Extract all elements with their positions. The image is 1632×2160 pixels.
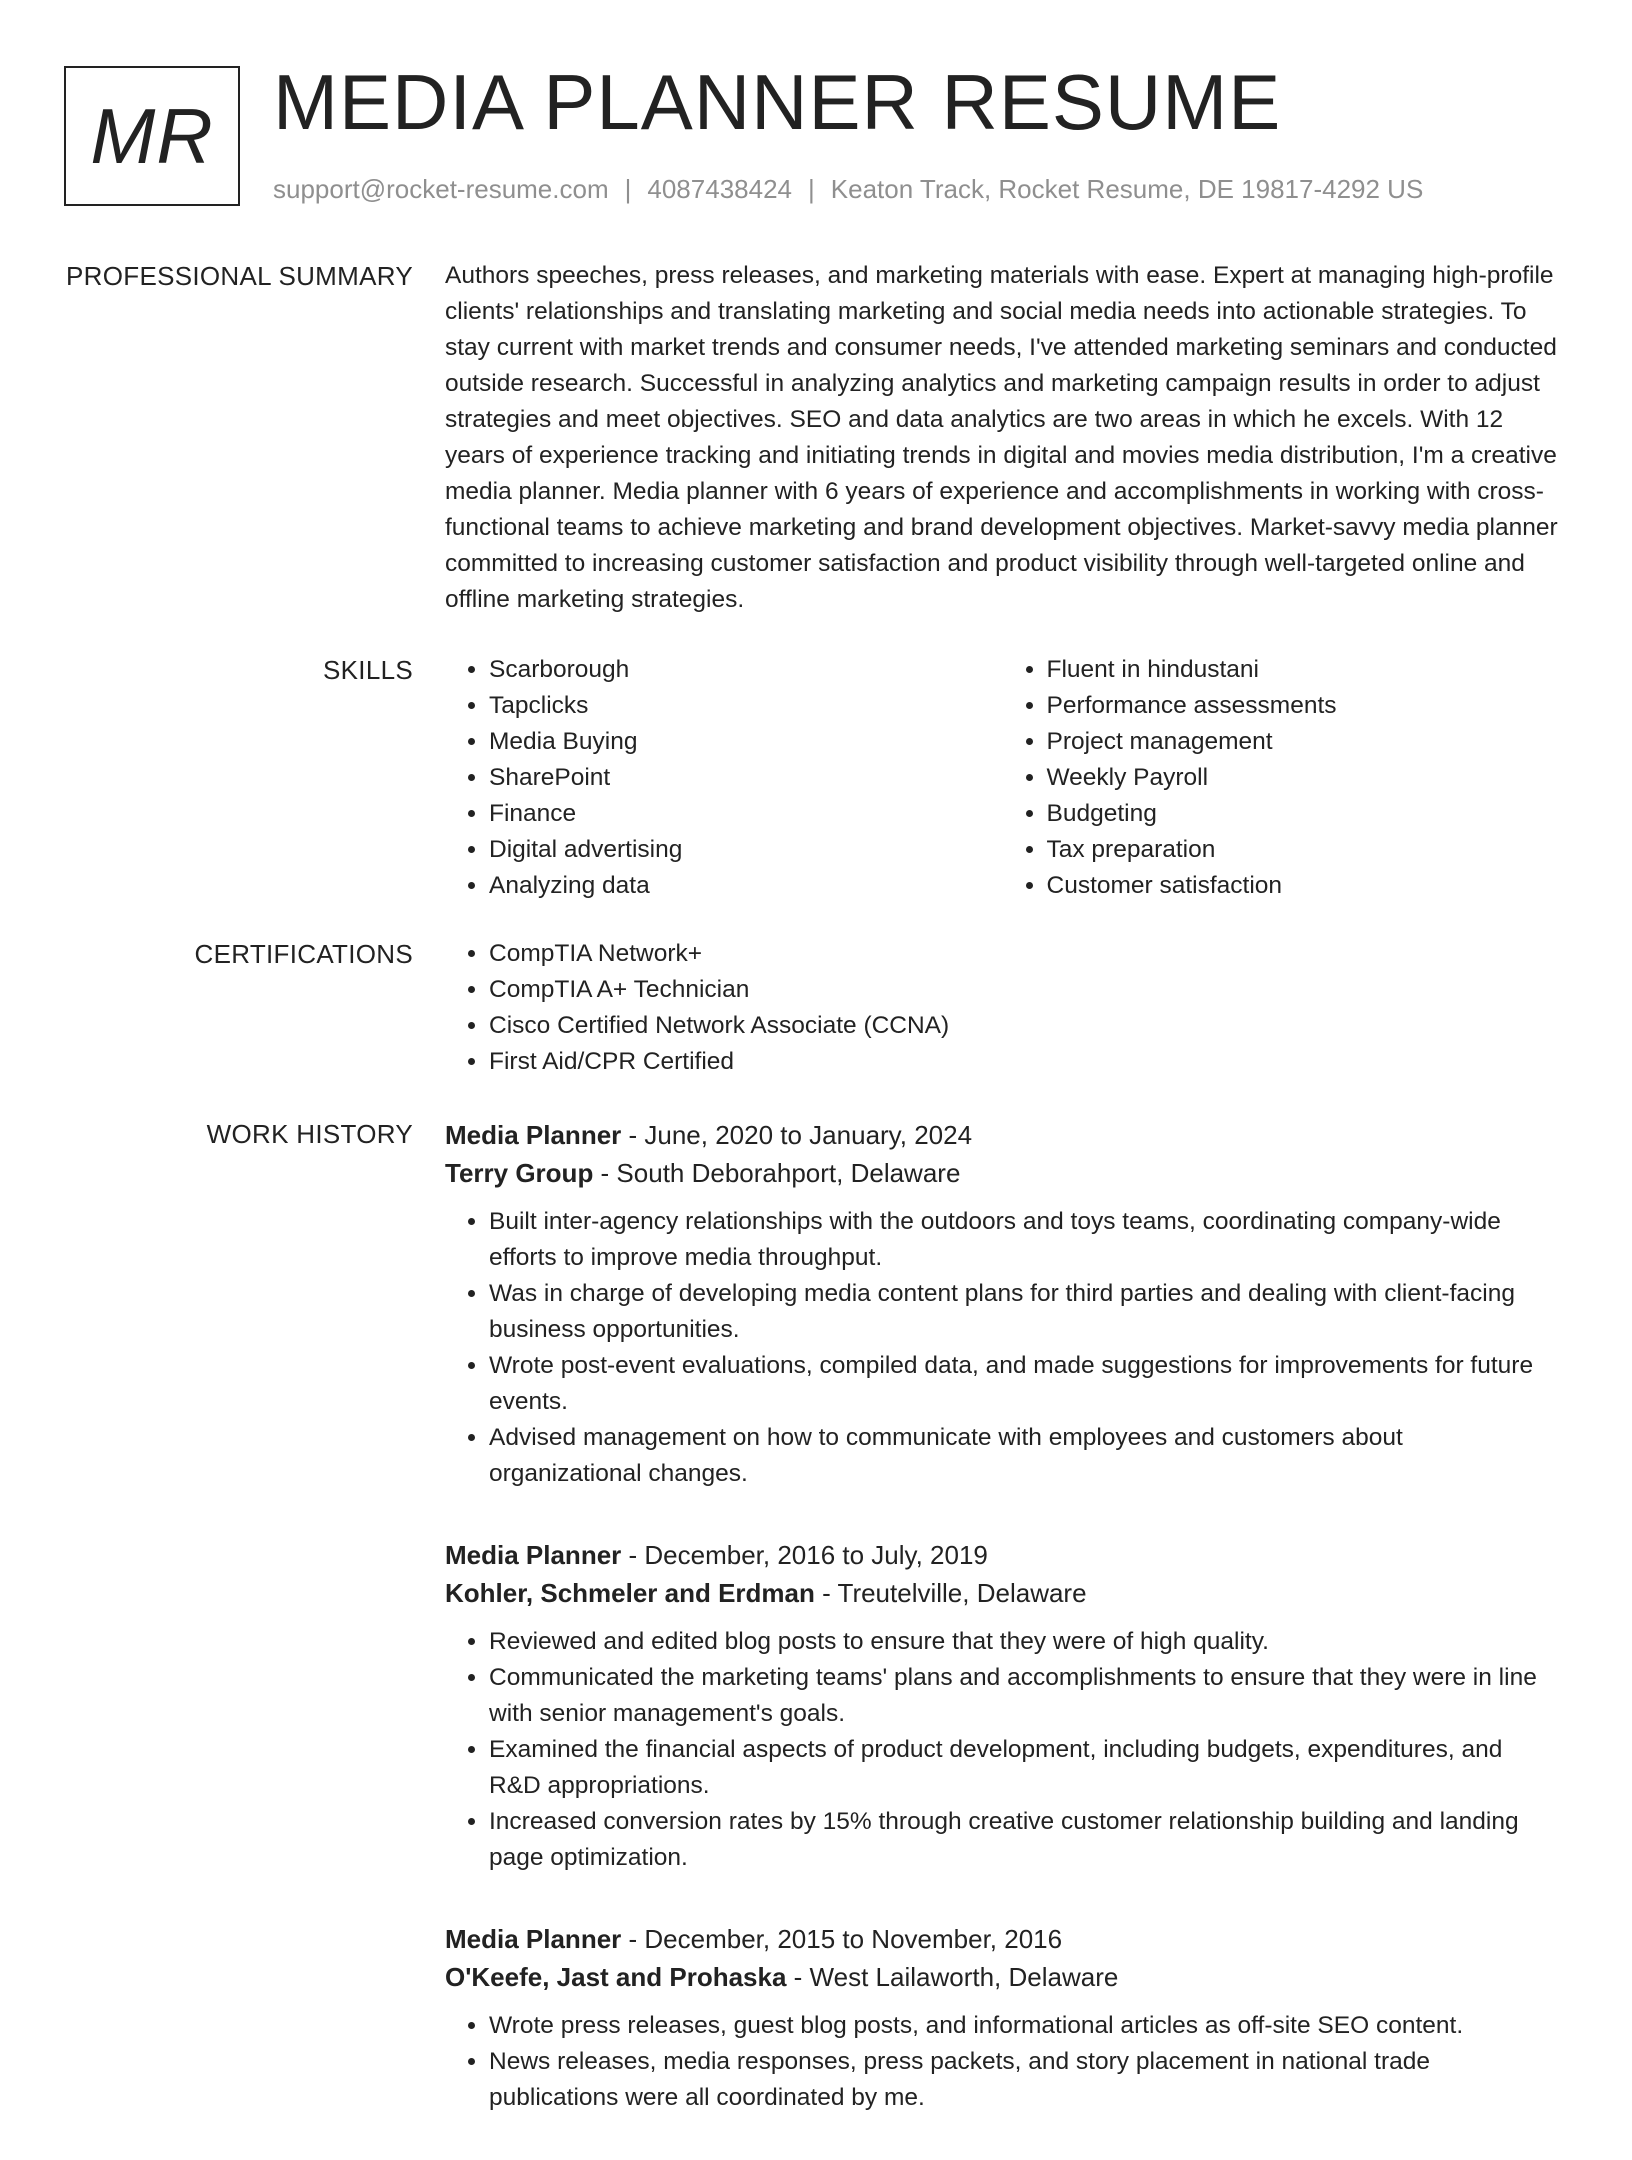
- job-location: - Treutelville, Delaware: [814, 1578, 1087, 1608]
- certification-item: • Cisco Certified Network Associate (CCNA): [489, 1008, 1560, 1044]
- email[interactable]: support@rocket-resume.com: [273, 174, 609, 204]
- contact-separator: |: [808, 174, 815, 204]
- section-label-certifications: CERTIFICATIONS: [194, 939, 413, 969]
- skill-item: • Scarborough: [489, 652, 1003, 688]
- job-title: Media Planner: [445, 1924, 622, 1954]
- skill-item: • Tax preparation: [1047, 832, 1561, 868]
- skill-item: • Finance: [489, 796, 1003, 832]
- job-company-line: [445, 1958, 1560, 1996]
- summary-content: [445, 258, 1560, 618]
- skill-item: • Tapclicks: [489, 688, 1003, 724]
- skill-item: • Performance assessments: [1047, 688, 1561, 724]
- skill-item: • Customer satisfaction: [1047, 868, 1561, 904]
- job-company: Terry Group: [445, 1158, 594, 1188]
- work-history-content: [445, 1116, 1560, 2160]
- phone[interactable]: 4087438424: [647, 174, 792, 204]
- job-entry: [445, 1920, 1560, 2116]
- job-dates: - December, 2016 to July, 2019: [621, 1540, 988, 1570]
- job-bullet: • News releases, media responses, press packets, and story placement in national trade publications were all coordinated by me.: [489, 2044, 1560, 2116]
- skill-item: • Media Buying: [489, 724, 1003, 760]
- job-dates: - June, 2020 to January, 2024: [621, 1120, 973, 1150]
- job-entry: [445, 1116, 1560, 1492]
- job-bullet: • Advised management on how to communicate with employees and customers about organizational changes.: [489, 1420, 1560, 1492]
- job-bullet: • Built inter-agency relationships with the outdoors and toys teams, coordinating company-wide efforts to improve media throughput.: [489, 1204, 1560, 1276]
- skill-item: • Project management: [1047, 724, 1561, 760]
- skill-item: • Budgeting: [1047, 796, 1561, 832]
- skill-item: • Digital advertising: [489, 832, 1003, 868]
- job-title: Media Planner: [445, 1540, 622, 1570]
- certifications-content: [445, 936, 1560, 1080]
- summary-text: Authors speeches, press releases, and marketing materials with ease. Expert at managing high-profile clients' relationships and translating marketing and social media needs into actionable strategies. To stay current with market trends and consumer needs, I've attended marketing seminars and conducted outside research. Successful in analyzing analytics and marketing campaign results in order to adjust strategies and meet objectives. SEO and data analytics are two areas in which he excels. With 12 years of experience tracking and initiating trends in digital and movies media distribution, I'm a creative media planner. Media planner with 6 years of experience and accomplishments in working with cross-functional teams to achieve marketing and brand development objectives. Market-savvy media planner committed to increasing customer satisfaction and product visibility through well-targeted online and offline marketing strategies.: [445, 262, 1558, 613]
- contact-separator: |: [624, 174, 632, 204]
- section-label-work-history: WORK HISTORY: [206, 1119, 413, 1149]
- job-bullets: [445, 2008, 1560, 2116]
- contact-line: [273, 172, 1423, 206]
- job-bullet: • Was in charge of developing media content plans for third parties and dealing with client-facing business opportunities.: [489, 1276, 1560, 1348]
- monogram-logo: MR: [64, 66, 240, 206]
- job-title-line: [445, 1920, 1560, 1958]
- job-company-line: [445, 1154, 1560, 1192]
- job-entry: [445, 1536, 1560, 1876]
- job-bullets: [445, 1624, 1560, 1876]
- resume-title: MEDIA PLANNER RESUME: [273, 58, 1282, 146]
- job-location: - West Lailaworth, Delaware: [786, 1962, 1119, 1992]
- skill-item: • SharePoint: [489, 760, 1003, 796]
- section-label-summary: PROFESSIONAL SUMMARY: [66, 261, 413, 291]
- section-label-skills: SKILLS: [323, 655, 413, 685]
- address: Keaton Track, Rocket Resume, DE 19817-4292 US: [830, 174, 1424, 204]
- job-title-line: [445, 1116, 1560, 1154]
- job-bullets: [445, 1204, 1560, 1492]
- job-bullet: • Wrote post-event evaluations, compiled data, and made suggestions for improvements for future events.: [489, 1348, 1560, 1420]
- skill-item: • Analyzing data: [489, 868, 1003, 904]
- job-bullet: • Wrote press releases, guest blog posts, and informational articles as off-site SEO content.: [489, 2008, 1560, 2044]
- skills-list-left: [445, 652, 1003, 904]
- job-location: - South Deborahport, Delaware: [593, 1158, 961, 1188]
- job-bullet: • Examined the financial aspects of product development, including budgets, expenditures, and R&D appropriations.: [489, 1732, 1560, 1804]
- skills-content: [445, 652, 1560, 904]
- skills-list-right: [1003, 652, 1561, 904]
- job-bullet: • Increased conversion rates by 15% through creative customer relationship building and landing page optimization.: [489, 1804, 1560, 1876]
- job-company-line: [445, 1574, 1560, 1612]
- job-company: Kohler, Schmeler and Erdman: [445, 1578, 815, 1608]
- job-title: Media Planner: [445, 1120, 622, 1150]
- job-bullet: • Reviewed and edited blog posts to ensure that they were of high quality.: [489, 1624, 1560, 1660]
- certifications-list: [445, 936, 1560, 1080]
- job-title-line: [445, 1536, 1560, 1574]
- skill-item: • Fluent in hindustani: [1047, 652, 1561, 688]
- certification-item: • First Aid/CPR Certified: [489, 1044, 1560, 1080]
- skill-item: • Weekly Payroll: [1047, 760, 1561, 796]
- job-bullet: • Communicated the marketing teams' plans and accomplishments to ensure that they were in line with senior management's goals.: [489, 1660, 1560, 1732]
- job-dates: - December, 2015 to November, 2016: [621, 1924, 1063, 1954]
- certification-item: • CompTIA Network+: [489, 936, 1560, 972]
- job-company: O'Keefe, Jast and Prohaska: [445, 1962, 787, 1992]
- certification-item: • CompTIA A+ Technician: [489, 972, 1560, 1008]
